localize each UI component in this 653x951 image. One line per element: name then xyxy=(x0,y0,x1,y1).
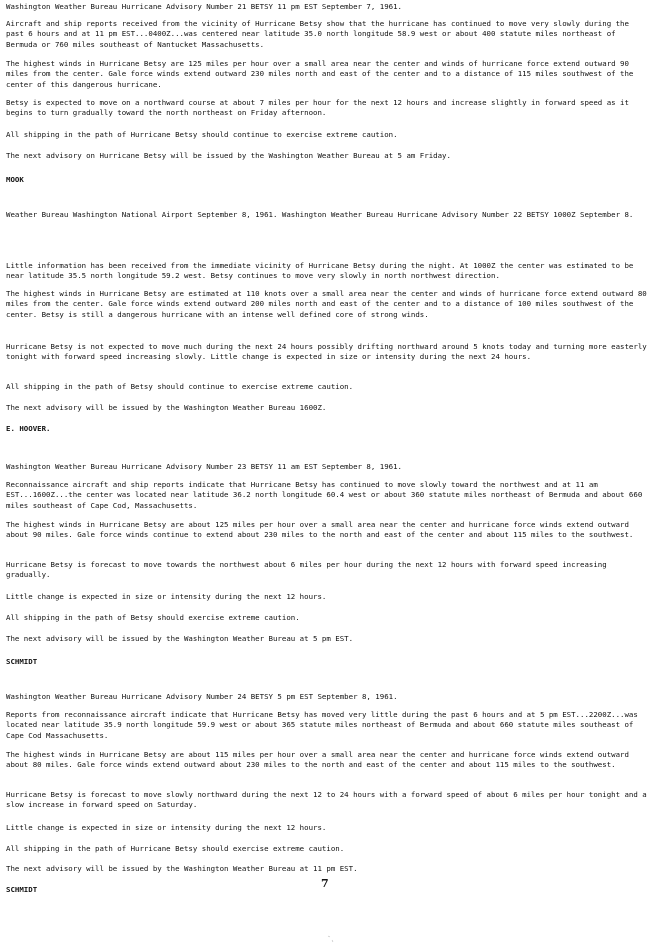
advisory-22-paragraph-1: Little information has been received from the immediate vicinity of Hurricane Betsy during the night. At 1000Z the center was estimated to be near latitude 35.5 north longitude 59.2 west. Betsy continues to move very slowly in north northwest direction. xyxy=(6,261,634,281)
advisory-23-header: Washington Weather Bureau Hurricane Advisory Number 23 BETSY 11 am EST September 8, 1961. xyxy=(6,462,403,471)
advisory-21-signature: MOOK xyxy=(6,175,24,184)
advisory-22-paragraph-5: The next advisory will be issued by the Washington Weather Bureau 1600Z. xyxy=(6,403,327,412)
advisory-23-paragraph-4: Little change is expected in size or intensity during the next 12 hours. xyxy=(6,592,327,601)
advisory-21-paragraph-4: All shipping in the path of Hurricane Betsy should continue to exercise extreme caution. xyxy=(6,130,398,139)
advisory-24-signature: SCHMIDT xyxy=(6,885,38,894)
advisory-24-paragraph-3: Hurricane Betsy is forecast to move slowly northward during the next 12 to 24 hours with a forward speed of about 6 miles per hour tonight and a slow increase in forward speed on Saturday. xyxy=(6,790,647,810)
advisory-23-paragraph-2: The highest winds in Hurricane Betsy are about 125 miles per hour over a small area near the center and hurricane force winds extend outward about 90 miles. Gale force winds continue to extend about 230 miles to the north and east of the center and about 115 miles to the southwest. xyxy=(6,520,634,540)
advisory-24-paragraph-4: Little change is expected in size or intensity during the next 12 hours. xyxy=(6,823,327,832)
scan-speck-icon xyxy=(326,934,336,944)
advisory-24-paragraph-1: Reports from reconnaissance aircraft indicate that Hurricane Betsy has moved very little during the past 6 hours and at 5 pm EST...2200Z...was located near latitude 35.9 north longitude 59.9 west or about 365 statute miles northeast of Bermuda and about 660 statute miles southeast of Cape Cod Massachusetts. xyxy=(6,710,638,740)
advisory-22-paragraph-2: The highest winds in Hurricane Betsy are estimated at 110 knots over a small area near the center and winds of hurricane force extend outward 80 miles from the center. Gale force winds extend outward 200 miles north and east of the center and to a distance of 100 miles southwest of the center. Betsy is still a dangerous hurricane with an intense well defined core of strong winds. xyxy=(6,289,647,319)
advisory-21-paragraph-1: Aircraft and ship reports received from the vicinity of Hurricane Betsy show that the hurricane has continued to move very slowly during the past 6 hours and at 11 pm EST...0400Z...was centered near latitude 35.0 north longitude 58.9 west or about 400 statute miles northeast of Bermuda or 760 miles southeast of Nantucket Massachusetts. xyxy=(6,19,629,49)
advisory-24-header: Washington Weather Bureau Hurricane Advisory Number 24 BETSY 5 pm EST September 8, 1961. xyxy=(6,692,398,701)
advisory-23-paragraph-3: Hurricane Betsy is forecast to move towards the northwest about 6 miles per hour during the next 12 hours with forward speed increasing gradually. xyxy=(6,560,607,580)
advisory-21-header: Washington Weather Bureau Hurricane Advisory Number 21 BETSY 11 pm EST September 7, 1961. xyxy=(6,2,403,11)
advisory-22-header: Weather Bureau Washington National Airport September 8, 1961. Washington Weather Bureau Hurricane Advisory Number 22 BETSY 1000Z September 8. xyxy=(6,210,634,219)
advisory-23-paragraph-1: Reconnaissance aircraft and ship reports indicate that Hurricane Betsy has continued to move slowly toward the northwest and at 11 am EST...1600Z...the center was located near latitude 36.2 north longitude 60.4 west or about 360 statute miles northeast of Bermuda and about 660 miles southeast of Cape Cod, Massachusetts. xyxy=(6,480,643,510)
advisory-23-paragraph-5: All shipping in the path of Betsy should exercise extreme caution. xyxy=(6,613,300,622)
advisory-21-paragraph-5: The next advisory on Hurricane Betsy will be issued by the Washington Weather Bureau at 5 am Friday. xyxy=(6,151,451,160)
advisory-24-paragraph-6: The next advisory will be issued by the Washington Weather Bureau at 11 pm EST. xyxy=(6,864,358,873)
advisory-21-paragraph-3: Betsy is expected to move on a northward course at about 7 miles per hour for the next 12 hours and increase slightly in forward speed as it begins to turn gradually toward the north northeast on Friday afternoon. xyxy=(6,98,629,118)
advisory-24-paragraph-2: The highest winds in Hurricane Betsy are about 115 miles per hour over a small area near the center and hurricane force winds extend outward about 80 miles. Gale force winds extend outward about 230 miles to the north and east of the center and about 115 miles to the southwest. xyxy=(6,750,629,770)
advisory-22-paragraph-3: Hurricane Betsy is not expected to move much during the next 24 hours possibly drifting northward around 5 knots today and turning more easterly tonight with forward speed increasing slowly. Little change is expected in size or intensity during the next 24 hours. xyxy=(6,342,647,362)
advisory-24-paragraph-5: All shipping in the path of Hurricane Betsy should exercise extreme caution. xyxy=(6,844,345,853)
scan-speck-mark xyxy=(326,934,336,944)
advisory-22-signature: E. HOOVER. xyxy=(6,424,51,433)
page-number: 7 xyxy=(321,877,329,890)
advisory-23-paragraph-6: The next advisory will be issued by the Washington Weather Bureau at 5 pm EST. xyxy=(6,634,354,643)
advisory-21-paragraph-2: The highest winds in Hurricane Betsy are 125 miles per hour over a small area near the center and winds of hurricane force extend outward 90 miles from the center. Gale force winds extend outward 230 miles north and east of the center and to a distance of 115 miles southwest of the center of this dangerous hurricane. xyxy=(6,59,634,89)
advisory-22-paragraph-4: All shipping in the path of Betsy should continue to exercise extreme caution. xyxy=(6,382,354,391)
advisory-23-signature: SCHMIDT xyxy=(6,657,38,666)
